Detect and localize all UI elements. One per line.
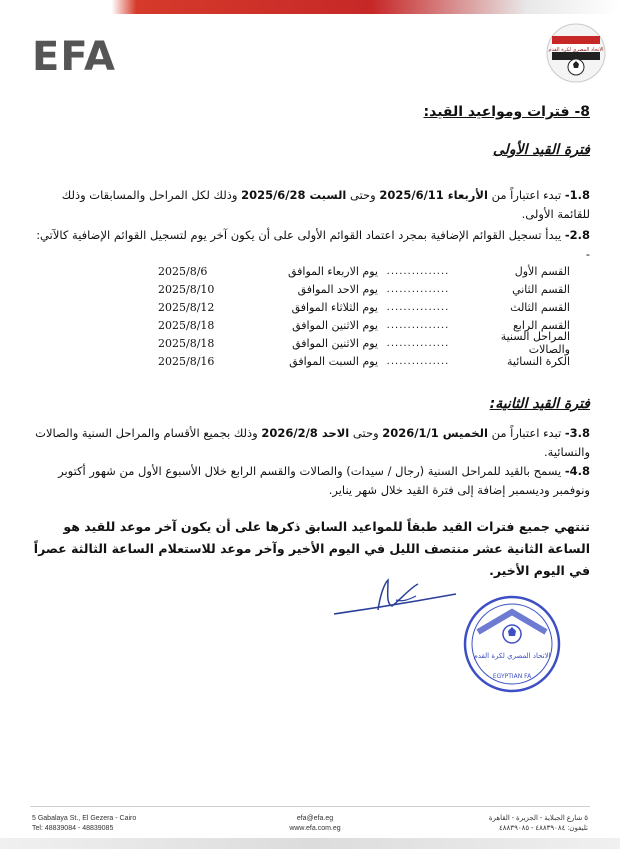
schedule-row: المراحل السنية والصالات ............... يوم الاثنين الموافق 2025/8/18 — [158, 330, 570, 356]
schedule-row: القسم الثاني ............... يوم الاحد الموافق 2025/8/10 — [158, 282, 570, 296]
closing-paragraph: تنتهي جميع فترات القيد طبقاً للمواعيد السابق ذكرها على أن يكون آخر موعد للقيد هو الساعة الثانية عشر منتصف الليل في اليوم الأخير وآخر موعد للاستعلام الساعة الثالثة عصراً في اليوم الأخير. — [33, 519, 590, 578]
schedule-row: القسم الأول ............... يوم الاربعاء الموافق 2025/8/6 — [158, 264, 570, 278]
paragraph-1-8: 1.8- تبدء اعتباراً من الأربعاء 2025/6/11 وحتى السبت 2025/6/28 وذلك لكل المراحل والمسابقات وذلك للقائمة الأولى. — [61, 188, 590, 221]
schedule-row: القسم الرابع ............... يوم الاثنين الموافق 2025/8/18 — [158, 318, 570, 332]
footer-email[interactable]: efa@efa.eg — [296, 815, 334, 822]
footer-address-en: 5 Gabalaya St., El Gezera - Cairo Tel: 48839084 - 48839085 — [32, 815, 137, 832]
paragraph-3-8: 3.8- تبدء اعتباراً من الخميس 2026/1/1 وحتى الاحد 2026/2/8 وذلك بجميع الأقسام والمراحل السنية والصالات والنسائية. — [35, 426, 590, 459]
footer-contact — [270, 814, 360, 834]
crest-text: الاتحاد المصري لكرة القدم — [548, 47, 604, 53]
paragraph-2-8: 2.8- يبدأ تسجيل القوائم الإضافية بمجرد اعتماد القوائم الأولى على أن يكون آخر يوم لتسجيل القوائم الإضافية كالآتي: - — [36, 228, 590, 261]
stamp-text-en: EGYPTIAN FA — [492, 673, 532, 680]
header-color-band — [0, 0, 620, 14]
signature — [330, 570, 460, 630]
official-stamp — [462, 594, 562, 694]
section-title: 8- فترات ومواعيد القيد: — [423, 104, 590, 120]
stamp-text-ar: الاتحاد المصري لكرة القدم — [473, 652, 551, 660]
registration-schedule — [150, 262, 570, 370]
footer-address-ar: ٥ شارع الجبلاية - الجزيرة - القاهرة تليفون: ٤٨٨٣٩٠٨٤ - ٤٨٨٣٩٠٨٥ — [488, 815, 588, 832]
schedule-row: القسم الثالث ............... يوم الثلاثاء الموافق 2025/8/12 — [158, 300, 570, 314]
footer-divider — [30, 806, 590, 807]
efa-crest-logo — [546, 22, 606, 84]
efa-logo: EFA — [32, 34, 117, 80]
schedule-row: الكرة النسائية ............... يوم السبت الموافق 2025/8/16 — [158, 354, 570, 368]
footer-website[interactable]: www.efa.com.eg — [289, 825, 341, 832]
footer-band — [0, 838, 620, 849]
paragraph-4-8: 4.8- يسمح بالقيد للمراحل السنية (رجال / سيدات) والصالات والقسم الرابع خلال الأسبوع الأول من شهور أكتوبر ونوفمبر وديسمبر إضافة إلى فترة القيد خلال شهر يناير. — [58, 464, 590, 497]
second-period-title: فترة القيد الثانية: — [489, 396, 590, 412]
first-period-title: فترة القيد الأولى — [492, 142, 590, 158]
